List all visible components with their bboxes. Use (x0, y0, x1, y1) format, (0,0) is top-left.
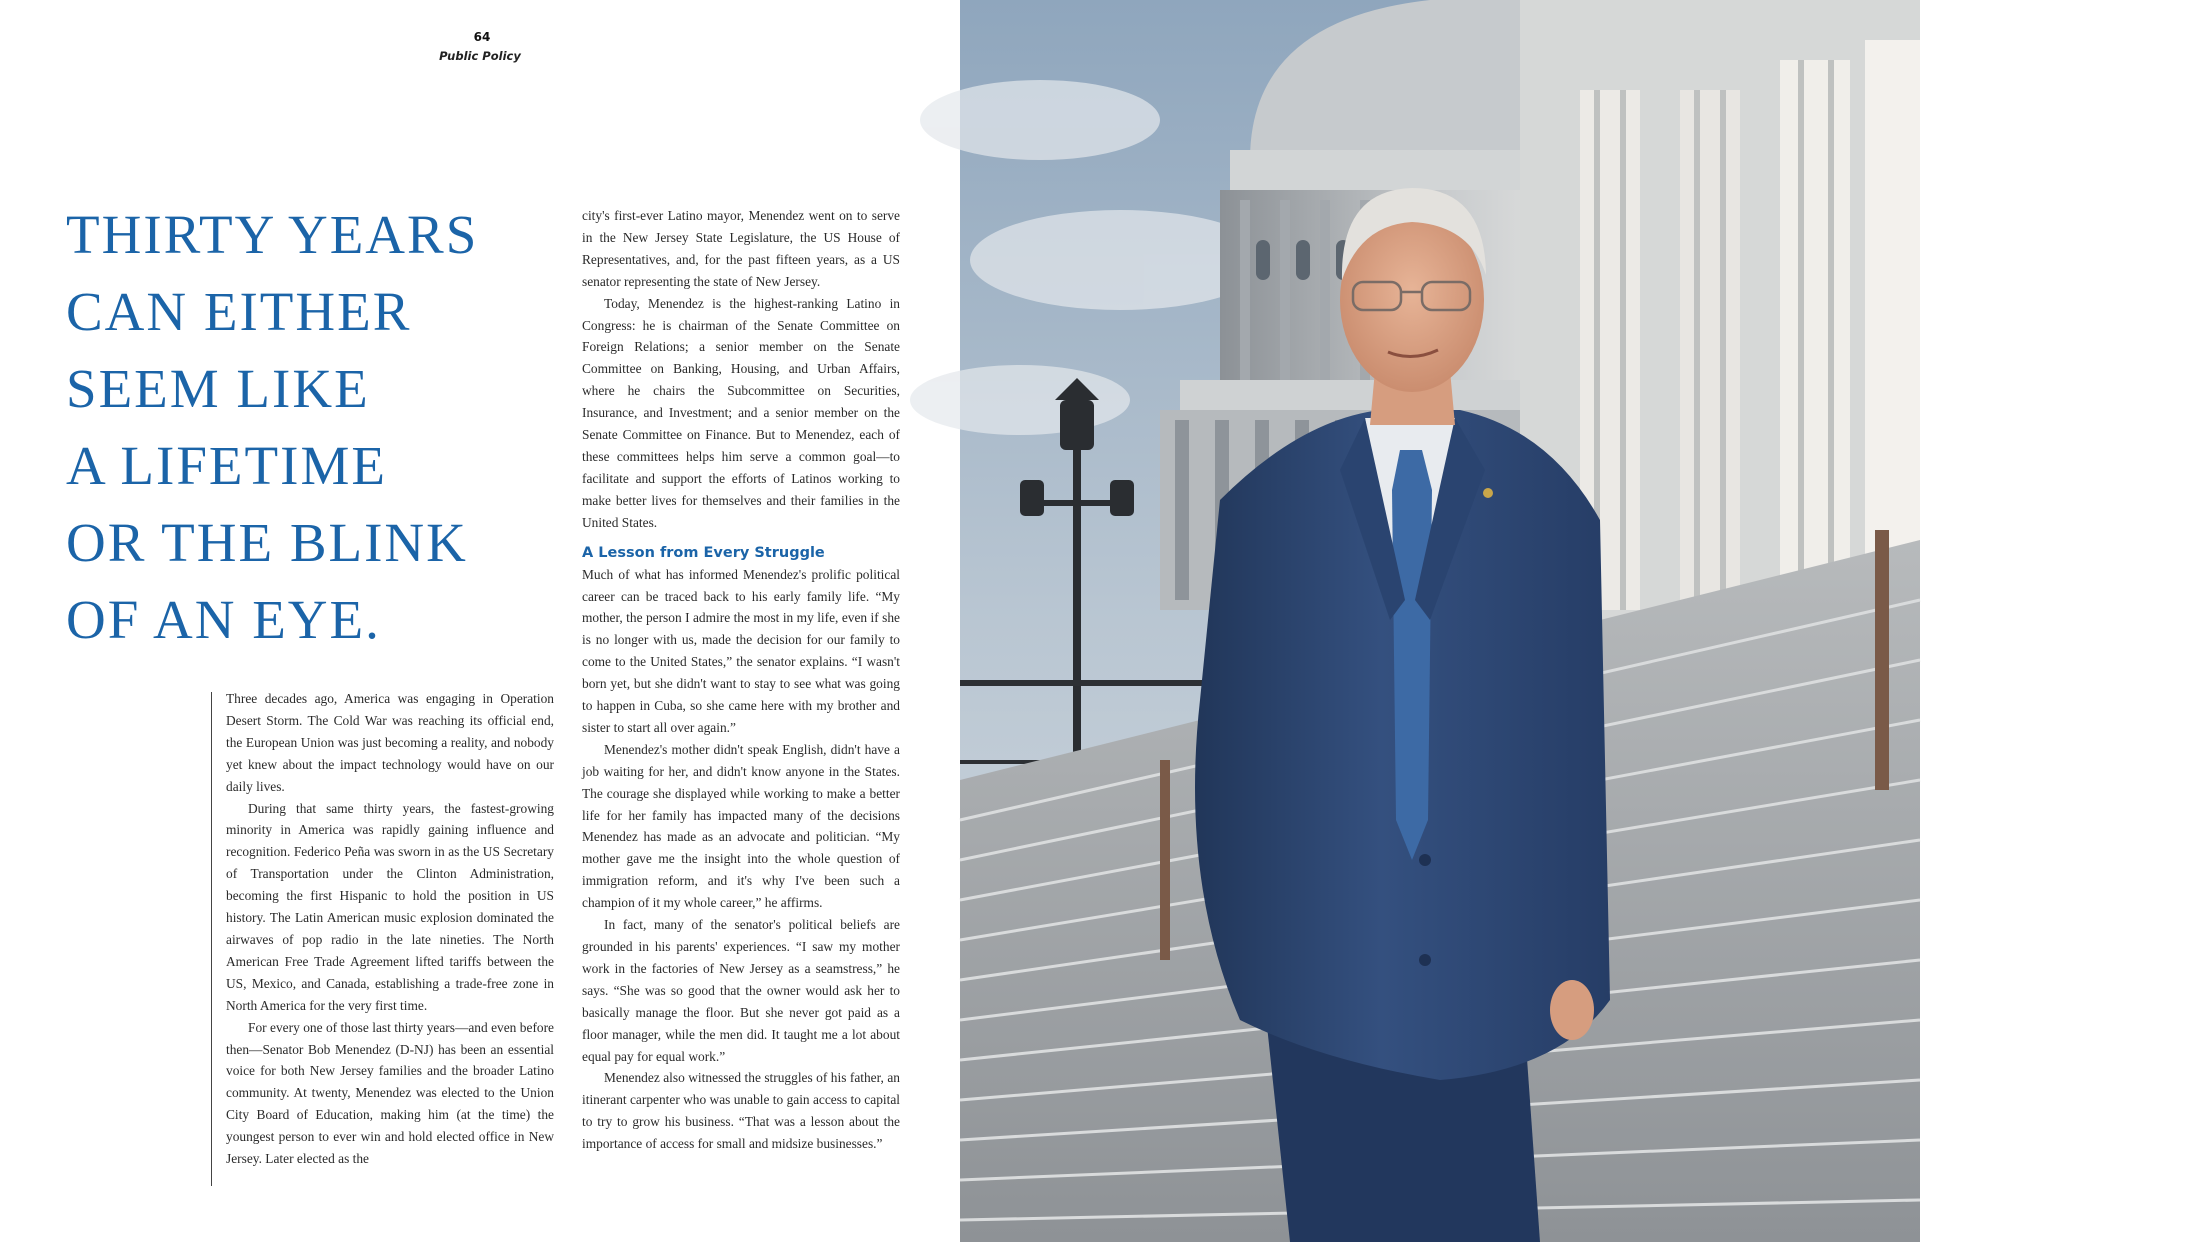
body-paragraph: During that same thirty years, the fastest-growing minority in America was rapidly gaining influence and recognition. Federico Peña was sworn in as the US Secretary of Transportation under the Clinton Administration, becoming the first Hispanic to hold the position in US history. The Latin American music explosion dominated the airwaves of pop radio in the late nineties. The North American Free Trade Agreement lifted tariffs between the US, Mexico, and Canada, establishing a trade-free zone in North America for the very first time. (226, 800, 554, 1013)
body-paragraph: Today, Menendez is the highest-ranking Latino in Congress: he is chairman of the Senate Committee on Foreign Relations; a senior member on the Senate Committee on Banking, Housing, and Urban Affairs, where he chairs the Subcommittee on Securities, Insurance, and Investment; and a senior member on the Senate Committee on Finance. But to Menendez, each of these committees helps him serve a common goal—to facilitate and support the efforts of Latinos working to make better lives for themselves and their families in the United States. (582, 295, 900, 530)
body-paragraph: Menendez's mother didn't speak English, didn't have a job waiting for her, and didn't know anyone in the States. The courage she displayed while working to make a better life for her family has impacted many of the decisions Menendez has made as an advocate and politician. “My mother gave me the insight into the whole question of immigration reform, and it's why I've been such a champion of it my whole career,” he affirms. (582, 741, 900, 911)
headline: THIRTY YEARS CAN EITHER SEEM LIKE A LIFETIME OR THE BLINK OF AN EYE. (66, 204, 479, 650)
body-column-2 (582, 205, 900, 1155)
body-column-1 (226, 688, 554, 1170)
photo-illustration (960, 0, 1920, 1242)
photo-caption (1990, 1154, 2190, 1192)
body-paragraph: For every one of those last thirty years—and even before then—Senator Bob Menendez (D-NJ) has been an essential voice for both New Jersey families and the broader Latino community. At twenty, Menendez was elected to the Union City Board of Education, making him (at the time) the youngest person to ever win and hold elected office in New Jersey. Later elected as the (226, 1019, 554, 1167)
body-paragraph: In fact, many of the senator's political beliefs are grounded in his parents' experiences. “I saw my mother work in the factories of New Jersey as a seamstress,” he says. “She was so good that the owner would ask her to basically manage the floor. But she never got paid as a floor manager, while the men did. It taught me a lot about equal pay for equal work.” (582, 917, 900, 1064)
caption-line-1: Senator Bob Menendez (1990, 1156, 2141, 1170)
caption-line-2: (D-NJ) (1990, 1175, 2029, 1189)
left-page (0, 0, 960, 1242)
senator-photo (960, 0, 2141, 1242)
body-paragraph: Much of what has informed Menendez's prolific political career can be traced back to his early family life. “My mother, the person I admire the most in my life, even if she is no longer with us, made the decision for our family to come to the United States,” the senator explains. “I wasn't born yet, but she didn't want to stay to see what was going to happen in Cuba, so she came here with my brother and sister to start all over again.” (582, 566, 900, 735)
body-paragraph: Menendez also witnessed the struggles of his father, an itinerant carpenter who was unable to gain access to capital to try to grow his business. “That was a lesson about the importance of access for small and midsize businesses.” (582, 1070, 900, 1152)
column-rule (211, 692, 212, 1186)
body-paragraph: Three decades ago, America was engaging in Operation Desert Storm. The Cold War was reaching its official end, the European Union was just becoming a reality, and nobody yet knew about the impact technology would have on our daily lives. (226, 691, 554, 794)
page-number: 64 (473, 30, 491, 44)
subheading: A Lesson from Every Struggle (582, 544, 825, 561)
section-label: Public Policy (439, 49, 521, 63)
body-paragraph: city's first-ever Latino mayor, Menendez went on to serve in the New Jersey State Legislature, the US House of Representatives, and, for the past fifteen years, as a US senator representing the state of New Jersey. (582, 208, 900, 289)
